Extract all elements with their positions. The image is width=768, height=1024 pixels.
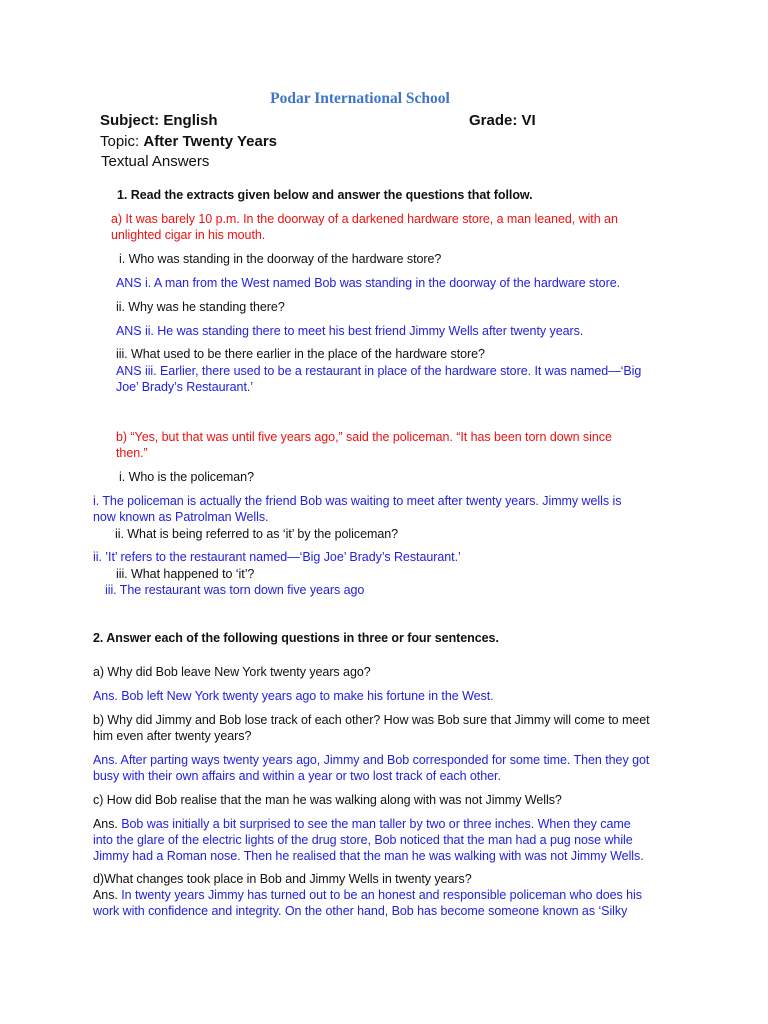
grade-label: Grade: — [469, 112, 518, 129]
extract-a-line-2: unlighted cigar in his mouth. — [111, 228, 266, 242]
a-question-2: ii. Why was he standing there? — [116, 300, 285, 314]
b-question-2: ii. What is being referred to as ‘it’ by the policeman? — [115, 527, 399, 541]
section2-heading: 2. Answer each of the following questions in three or four sentences. — [93, 631, 499, 645]
s2-answer-a: Ans. Bob left New York twenty years ago to make his fortune in the West. — [93, 689, 494, 703]
s2-answer-c-text: Bob was initially a bit surprised to see the man taller by two or three inches. When they came — [117, 817, 631, 831]
school-title: Podar International School — [270, 90, 450, 107]
b-question-3: iii. What happened to ‘it’? — [116, 567, 255, 581]
s2-question-b-line-2: him even after twenty years? — [93, 729, 252, 743]
a-answer-2: ANS ii. He was standing there to meet his best friend Jimmy Wells after twenty years. — [116, 324, 584, 338]
a-answer-3-line-2: Joe’ Brady’s Restaurant.’ — [116, 380, 254, 394]
extract-b-line-1: b) “Yes, but that was until five years ago,” said the policeman. “It has been torn down since — [116, 430, 612, 444]
grade-line — [469, 111, 536, 131]
a-answer-1: ANS i. A man from the West named Bob was standing in the doorway of the hardware store. — [116, 276, 621, 290]
s2-answer-b-line-1: Ans. After parting ways twenty years ago, Jimmy and Bob corresponded for some time. Then they got — [93, 753, 650, 767]
a-question-1: i. Who was standing in the doorway of the hardware store? — [119, 252, 442, 266]
extract-a-line-1: a) It was barely 10 p.m. In the doorway of a darkened hardware store, a man leaned, with an — [111, 212, 618, 226]
b-answer-1-line-1: i. The policeman is actually the friend Bob was waiting to meet after twenty years. Jimmy wells is — [93, 494, 622, 508]
topic-label: Topic: — [100, 133, 140, 150]
s2-answer-c-line-3: Jimmy had a Roman nose. Then he realised that the man he was walking with was not Jimmy Wells. — [93, 849, 644, 863]
a-answer-3-line-1: ANS iii. Earlier, there used to be a restaurant in place of the hardware store. It was named—‘Big — [116, 364, 642, 378]
topic-value: After Twenty Years — [143, 133, 278, 150]
s2-answer-c-line-2: into the glare of the electric lights of the drug store, Bob noticed that the man had a pug nose while — [93, 833, 633, 847]
a-question-3: iii. What used to be there earlier in the place of the hardware store? — [116, 347, 485, 361]
b-answer-1-line-2: now known as Patrolman Wells. — [93, 510, 269, 524]
subject-value: English — [163, 112, 218, 129]
s2-question-a: a) Why did Bob leave New York twenty years ago? — [93, 665, 371, 679]
s2-question-c: c) How did Bob realise that the man he was walking along with was not Jimmy Wells? — [93, 793, 562, 807]
b-answer-3: iii. The restaurant was torn down five years ago — [105, 583, 365, 597]
subject-line — [100, 111, 218, 131]
grade-value: VI — [521, 112, 536, 129]
s2-question-b-line-1: b) Why did Jimmy and Bob lose track of each other? How was Bob sure that Jimmy will come to meet — [93, 713, 650, 727]
extract-b-line-2: then.” — [116, 446, 148, 460]
s2-answer-d-text: In twenty years Jimmy has turned out to be an honest and responsible policeman who does his — [117, 888, 642, 902]
b-answer-2: ii. ’It’ refers to the restaurant named—‘Big Joe’ Brady’s Restaurant.’ — [93, 550, 461, 564]
subject-label: Subject: — [100, 112, 160, 129]
topic-line — [100, 132, 277, 152]
s2-question-d: d)What changes took place in Bob and Jimmy Wells in twenty years? — [93, 872, 472, 886]
s2-answer-d-line-2: work with confidence and integrity. On the other hand, Bob has become someone known as ‘Silky — [93, 904, 628, 918]
section1-heading: 1. Read the extracts given below and answer the questions that follow. — [117, 188, 533, 202]
b-question-1: i. Who is the policeman? — [119, 470, 254, 484]
s2-answer-d-prefix: Ans. — [93, 888, 118, 902]
doc-type: Textual Answers — [101, 153, 210, 170]
s2-answer-d-line-1 — [93, 887, 642, 903]
s2-answer-c-prefix: Ans. — [93, 817, 118, 831]
s2-answer-b-line-2: busy with their own affairs and within a year or two lost track of each other. — [93, 769, 501, 783]
s2-answer-c-line-1 — [93, 816, 631, 832]
